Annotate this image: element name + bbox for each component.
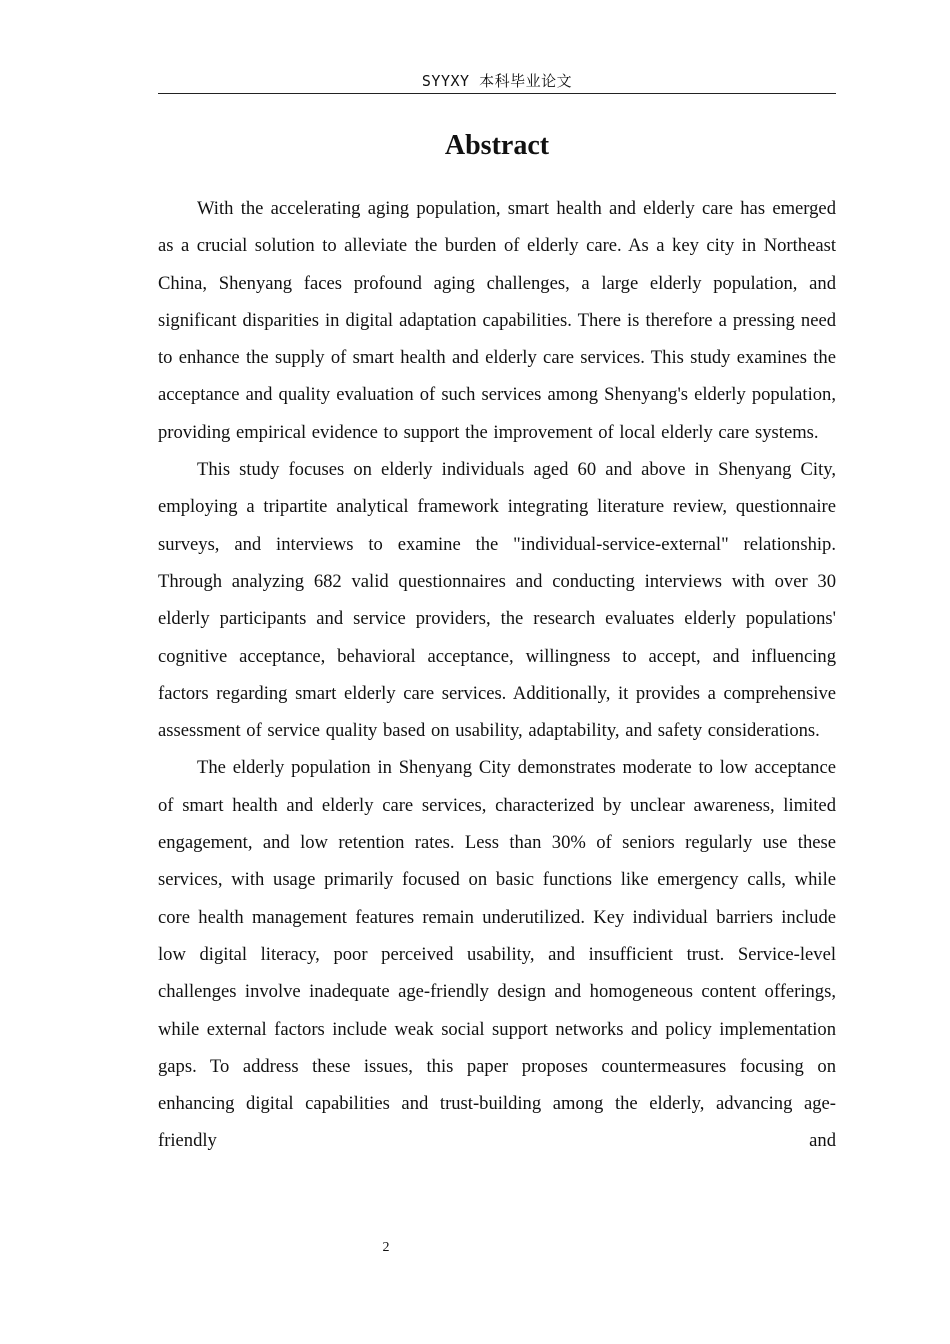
header-rule bbox=[158, 93, 836, 94]
page-number: 2 bbox=[382, 1240, 390, 1255]
abstract-paragraph-3: The elderly population in Shenyang City demonstrates moderate to low acceptance of smart health and elderly care services, characterized by unclear awareness, limited engagement, and low retention rates. Less than 30% of seniors regularly use these services, with usage primarily focused on basic functions like emergency calls, while core health management features remain underutilized. Key individual barriers include low digital literacy, poor perceived usability, and insufficient trust. Service-level challenges involve inadequate age-friendly design and homogeneous content offerings, while external factors include weak social support networks and policy implementation gaps. To address these issues, this paper proposes countermeasures focusing on enhancing digital capabilities and trust-building among the elderly, advancing age-friendly and bbox=[158, 757, 836, 1152]
abstract-paragraph-1: With the accelerating aging population, smart health and elderly care has emerged as a crucial solution to alleviate the burden of elderly care. As a key city in Northeast China, Shenyang faces profound aging challenges, a large elderly population, and significant disparities in digital adaptation capabilities. There is therefore a pressing need to enhance the supply of smart health and elderly care services. This study examines the acceptance and quality evaluation of such services among Shenyang's elderly population, providing empirical evidence to support the improvement of local elderly care systems. bbox=[158, 198, 836, 443]
running-header: SYYXY 本科毕业论文 bbox=[421, 72, 573, 90]
abstract-title: Abstract bbox=[444, 130, 550, 161]
abstract-body bbox=[158, 190, 836, 1160]
abstract-paragraph-2: This study focuses on elderly individuals aged 60 and above in Shenyang City, employing a tripartite analytical framework integrating literature review, questionnaire surveys, and interviews to examine the "individual-service-external" relationship. Through analyzing 682 valid questionnaires and conducting interviews with over 30 elderly participants and service providers, the research evaluates elderly populations' cognitive acceptance, behavioral acceptance, willingness to accept, and influencing factors regarding smart elderly care services. Additionally, it provides a comprehensive assessment of service quality based on usability, adaptability, and safety considerations. bbox=[158, 459, 836, 742]
